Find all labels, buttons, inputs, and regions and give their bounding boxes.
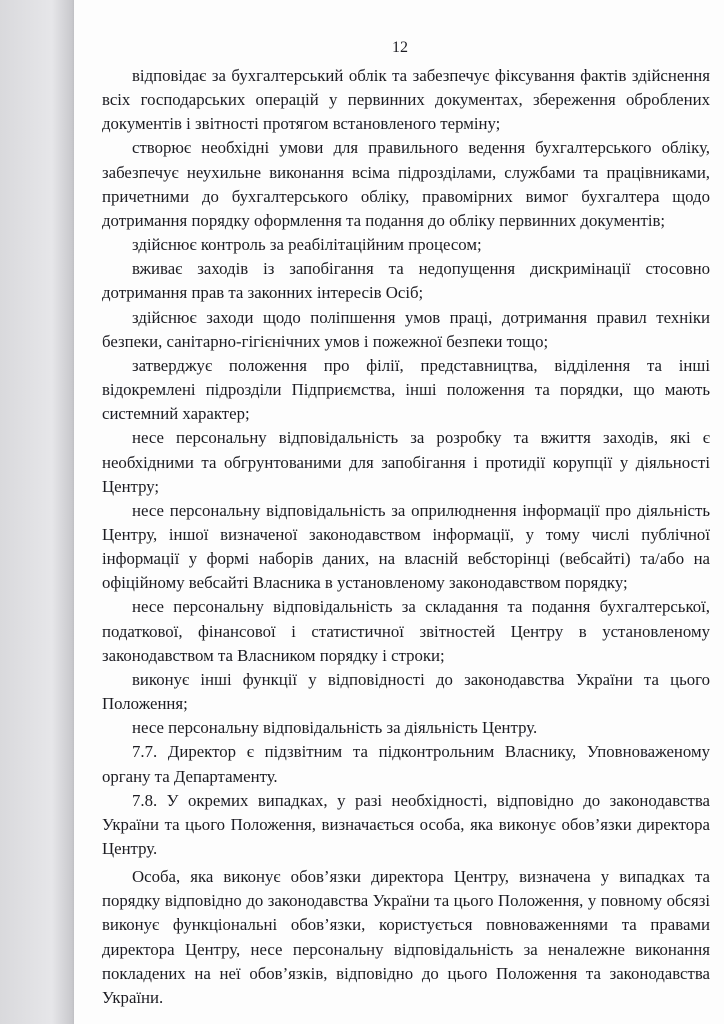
paragraph: вживає заходів із запобігання та недопущення дискримінації стосовно дотримання прав та законних інтересів Осіб; xyxy=(102,259,710,303)
paragraph: відповідає за бухгалтерський облік та забезпечує фіксування фактів здійснення всіх господарських операцій у первинних документах, збереження оброблених документів і звітності протягом встановленого терміну; xyxy=(102,66,710,134)
paragraph: створює необхідні умови для правильного ведення бухгалтерського обліку, забезпечує неухильне виконання всіма підрозділами, службами та працівниками, причетними до бухгалтерського обліку, правомірних вимог бухгалтера щодо дотримання порядку оформлення та подання до обліку первинних документів; xyxy=(102,138,710,230)
paragraph: несе персональну відповідальність за діяльність Центру. xyxy=(132,718,538,738)
scan-left-margin xyxy=(0,0,74,1024)
paragraph: 7.7. Директор є підзвітним та підконтрольним Власнику, Уповноваженому органу та Департаменту. xyxy=(102,742,710,786)
paragraph: несе персональну відповідальність за оприлюднення інформації про діяльність Центру, іншої визначеної законодавством інформації, у тому числі публічної інформації у формі наборів даних, на власній вебсторінці (вебсайті) та/або на офіційному вебсайті Власника в установленому законодавством порядку; xyxy=(102,500,710,593)
paragraph: здійснює заходи щодо поліпшення умов праці, дотримання правил техніки безпеки, санітарно-гігієнічних умов і пожежної безпеки тощо; xyxy=(102,307,710,351)
document-body xyxy=(102,64,710,1010)
paragraph: затверджує положення про філії, представництва, відділення та інші відокремлені підрозділи Підприємства, інші положення та порядки, що мають системний характер; xyxy=(102,355,710,424)
paragraph: Особа, яка виконує обов’язки директора Центру, визначена у випадках та порядку відповідно до законодавства України та цього Положення, у повному обсязі виконує функціональні обов’язки, користується повноваженнями та правами директора Центру, несе персональну відповідальність за неналежне виконання покладених на неї обов’язків, відповідно до цього Положення та законодавства України. xyxy=(102,867,710,1007)
paragraph: несе персональну відповідальність за складання та подання бухгалтерської, податкової, фінансової і статистичної звітностей Центру в установленому законодавством та Власником порядку і строки; xyxy=(102,597,710,665)
paragraph: несе персональну відповідальність за розробку та вжиття заходів, які є необхідними та обгрунтованими для запобігання і протидії корупції у діяльності Центру; xyxy=(102,428,710,496)
paragraph: здійснює контроль за реабілітаційним процесом; xyxy=(132,235,482,255)
page-number: 12 xyxy=(392,39,408,56)
paragraph: виконує інші функції у відповідності до законодавства України та цього Положення; xyxy=(102,669,710,714)
paragraph: 7.8. У окремих випадках, у разі необхідності, відповідно до законодавства України та цього Положення, визначається особа, яка виконує обов’язки директора Центру. xyxy=(102,790,710,858)
